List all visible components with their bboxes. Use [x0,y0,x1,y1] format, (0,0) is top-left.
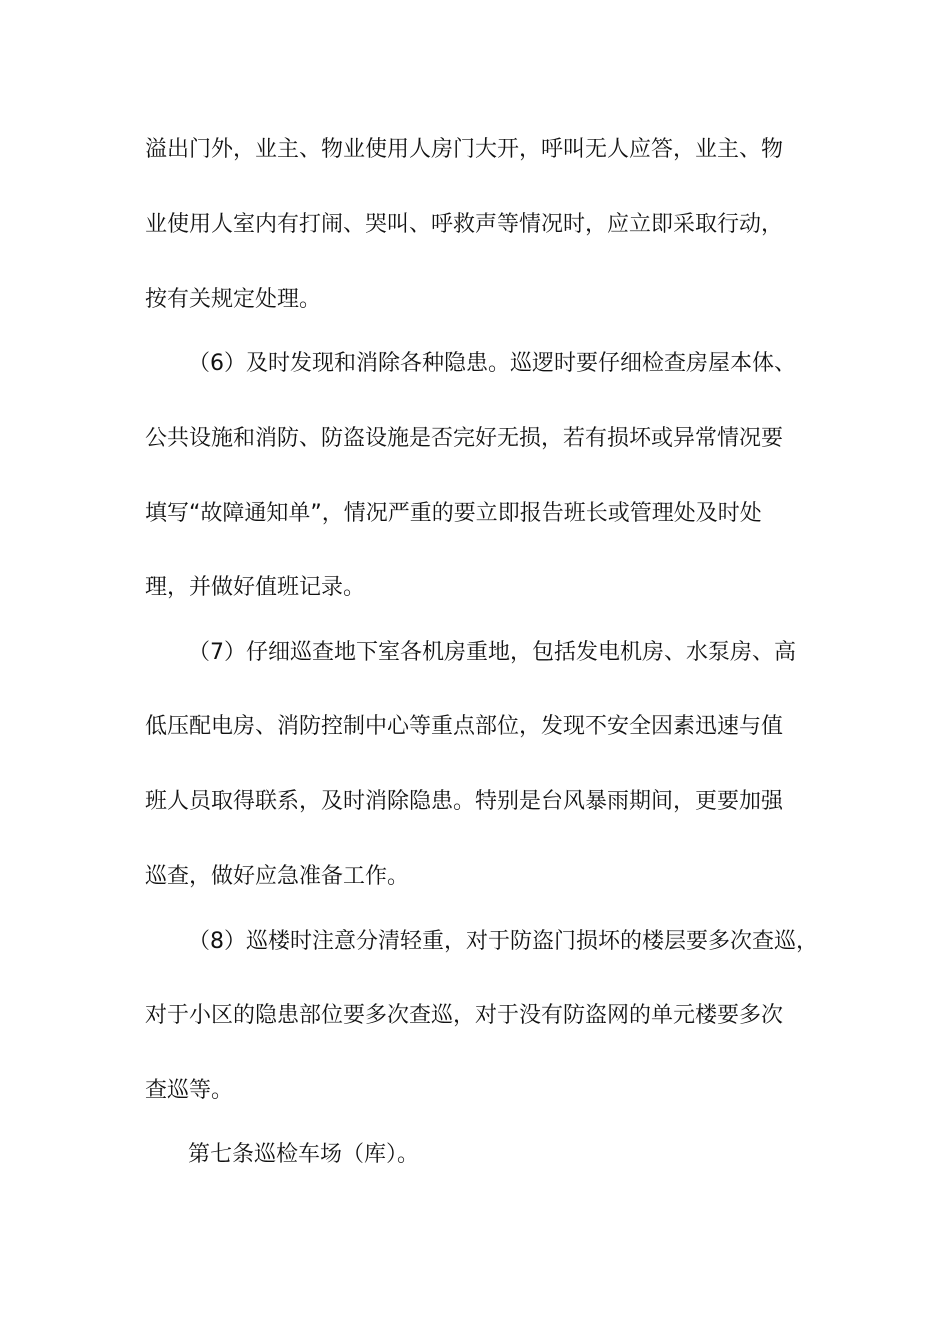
text-line: 业使用人室内有打闹、哭叫、呼救声等情况时，应立即采取行动， [145,212,784,237]
paragraph-7-start: （7）仔细巡查地下室各机房重地，包括发电机房、水泵房、高 [188,640,796,665]
paragraph-6-start: （6）及时发现和消除各种隐患。巡逻时要仔细检查房屋本体、 [188,351,796,376]
text-line: 公共设施和消防、防盗设施是否完好无损，若有损坏或异常情况要 [145,426,784,451]
paragraph-8-start: （8）巡楼时注意分清轻重，对于防盗门损坏的楼层要多次查巡， [188,929,818,954]
text-line: 查巡等。 [145,1078,234,1103]
text-line: 班人员取得联系，及时消除隐患。特别是台风暴雨期间，更要加强 [145,789,784,814]
text-line: 低压配电房、消防控制中心等重点部位，发现不安全因素迅速与值 [145,714,784,739]
text-line: 按有关规定处理。 [145,287,322,312]
section-heading-article-7: 第七条巡检车场（库）。 [188,1142,420,1167]
text-line: 填写“故障通知单”，情况严重的要立即报告班长或管理处及时处 [145,501,762,526]
text-line: 巡查，做好应急准备工作。 [145,864,410,889]
text-line: 溢出门外，业主、物业使用人房门大开，呼叫无人应答，业主、物 [145,137,784,162]
text-line: 对于小区的隐患部位要多次查巡，对于没有防盗网的单元楼要多次 [145,1003,784,1028]
text-line: 理，并做好值班记录。 [145,575,366,600]
